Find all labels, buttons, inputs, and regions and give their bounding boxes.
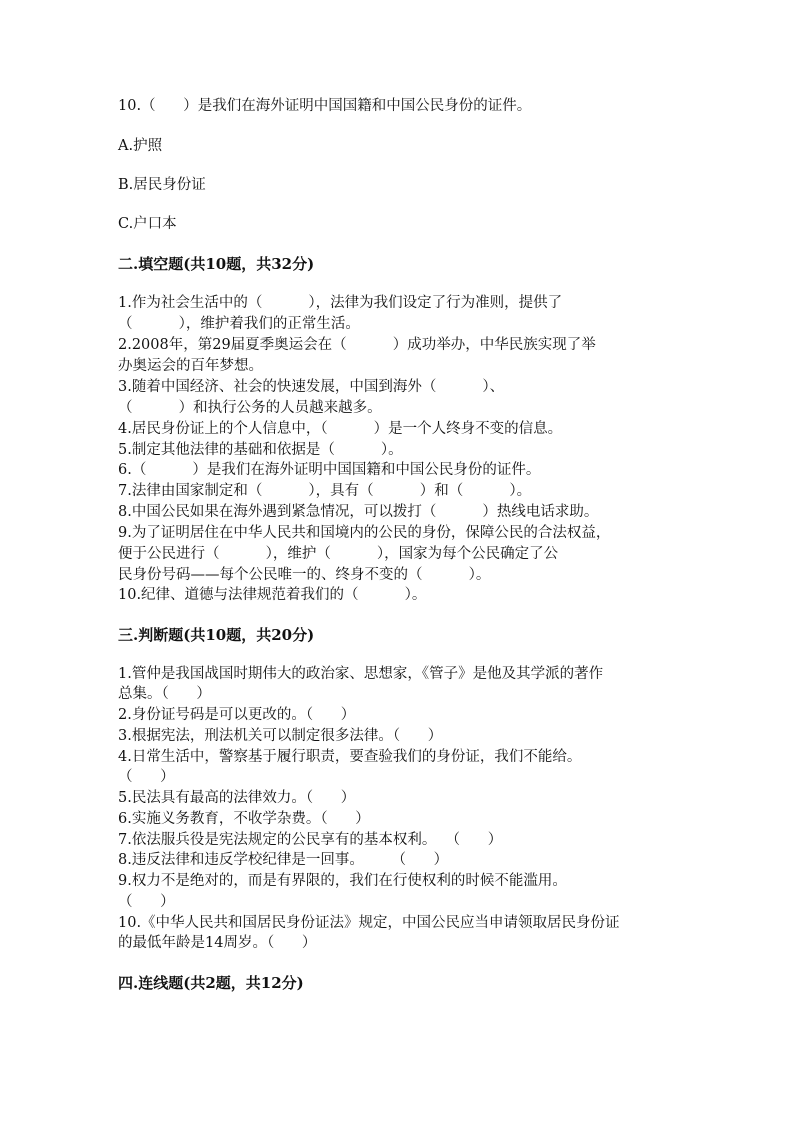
fill-blank-line: 5.制定其他法律的基础和依据是（ ）。 (118, 442, 403, 458)
fill-blank-line: 办奥运会的百年梦想。 (118, 358, 263, 374)
true-false-line: 4.日常生活中，警察基于履行职责，要查验我们的身份证，我们不能给。 (118, 749, 582, 765)
fill-blank-line: 民身份号码——每个公民唯一的、终身不变的（ ）。 (118, 567, 491, 583)
question-10-stem: 10.（ ）是我们在海外证明中国国籍和中国公民身份的证件。 (118, 98, 532, 114)
fill-blank-line: 6.（ ）是我们在海外证明中国国籍和中国公民身份的证件。 (118, 462, 541, 478)
true-false-line: 总集。（ ） (118, 686, 211, 702)
fill-blank-line: 2.2008年，第29届夏季奥运会在（ ）成功举办，中华民族实现了举 (118, 337, 596, 353)
fill-blank-line: 4.居民身份证上的个人信息中，（ ）是一个人终身不变的信息。 (118, 421, 563, 437)
fill-blank-line: 8.中国公民如果在海外遇到紧急情况，可以拨打（ ）热线电话求助。 (118, 504, 599, 520)
true-false-line: 9.权力不是绝对的，而是有界限的，我们在行使权利的时候不能滥用。 (118, 873, 567, 889)
option-b: B.居民身份证 (118, 177, 206, 193)
fill-blank-line: 10.纪律、道德与法律规范着我们的（ ）。 (118, 587, 427, 603)
section-4-heading: 四.连线题(共2题，共12分) (118, 974, 304, 992)
section-2-heading: 二.填空题(共10题，共32分) (118, 255, 315, 273)
true-false-line: 5.民法具有最高的法律效力。（ ） (118, 790, 356, 806)
fill-blank-line: 3.随着中国经济、社会的快速发展，中国到海外（ ）、 (118, 379, 505, 395)
true-false-line: 1.管仲是我国战国时期伟大的政治家、思想家，《管子》是他及其学派的著作 (118, 666, 604, 682)
true-false-line: 2.身份证号码是可以更改的。（ ） (118, 707, 356, 723)
option-c: C.户口本 (118, 216, 177, 232)
true-false-line: 3.根据宪法，刑法机关可以制定很多法律。（ ） (118, 728, 443, 744)
true-false-line: 6.实施义务教育，不收学杂费。（ ） (118, 811, 370, 827)
fill-blank-line: 7.法律由国家制定和（ ），具有（ ）和（ ）。 (118, 483, 532, 499)
true-false-line: 7.依法服兵役是宪法规定的公民享有的基本权利。 （ ） (118, 832, 503, 848)
fill-blank-line: （ ）和执行公务的人员越来越多。 (118, 400, 382, 416)
true-false-line: 的最低年龄是14周岁。（ ） (118, 935, 317, 951)
true-false-line: 8.违反法律和违反学校纪律是一回事。 （ ） (118, 852, 449, 868)
option-a: A.护照 (118, 138, 163, 154)
true-false-line: （ ） (118, 769, 175, 785)
true-false-line: （ ） (118, 894, 175, 910)
fill-blank-line: 便于公民进行（ ），维护（ ），国家为每个公民确定了公 (118, 546, 559, 562)
fill-blank-line: （ ），维护着我们的正常生活。 (118, 316, 360, 332)
fill-blank-line: 1.作为社会生活中的（ ），法律为我们设定了行为准则，提供了 (118, 295, 563, 311)
fill-blank-line: 9.为了证明居住在中华人民共和国境内的公民的身份，保障公民的合法权益， (118, 525, 611, 541)
true-false-line: 10.《中华人民共和国居民身份证法》规定，中国公民应当申请领取居民身份证 (118, 915, 620, 931)
section-3-heading: 三.判断题(共10题，共20分) (118, 626, 315, 644)
